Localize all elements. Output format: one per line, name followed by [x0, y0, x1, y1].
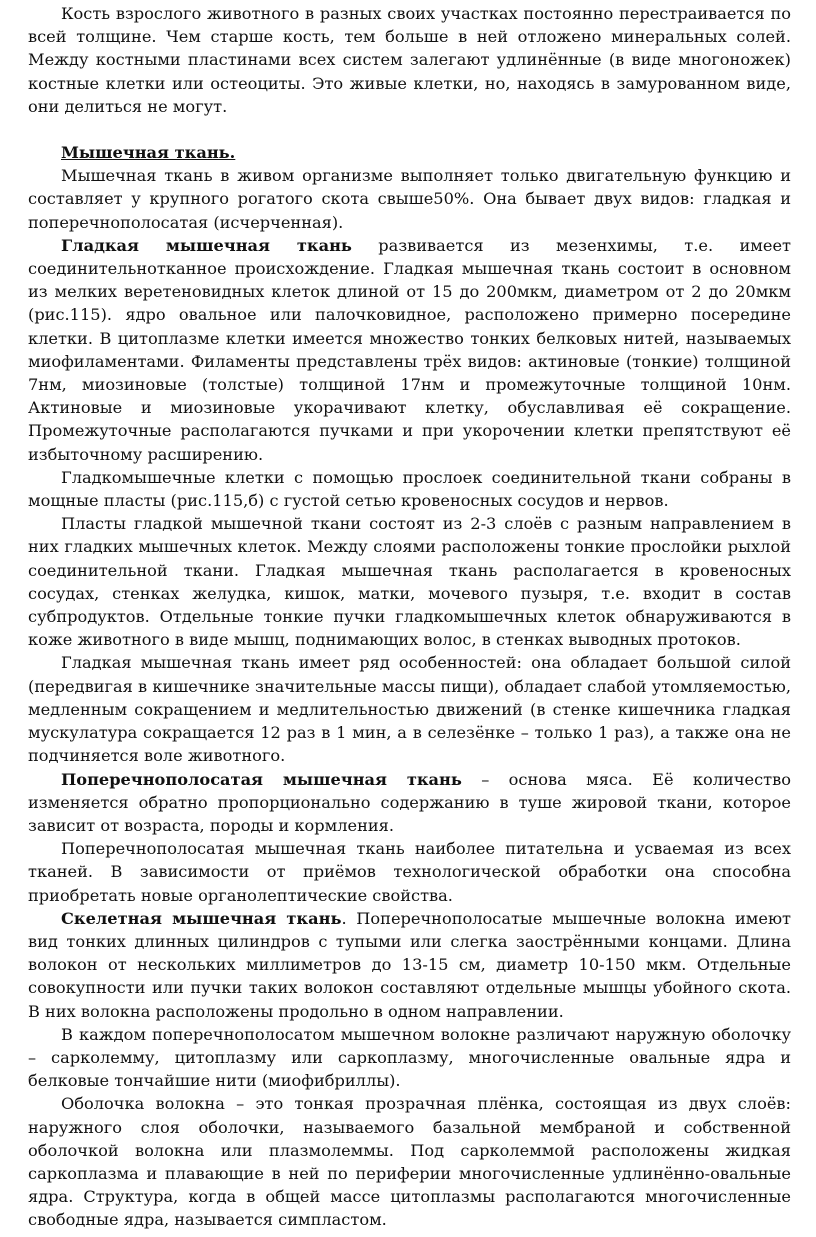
document-page — [28, 2, 791, 1232]
paragraph-fiber-membrane: Оболочка волокна – это тонкая прозрачная плёнка, состоящая из двух слоёв: наружного слоя оболочки, называемого базальной мембраной и собственной оболочкой волокна или плазмолеммы. Под сарколеммой расположены жидкая саркоплазма и плавающие в ней по периферии многочисленные удлинённо-овальные ядра. Структура, когда в общей массе цитоплазмы располагаются многочисленные свободные ядра, называется симпластом. — [28, 1094, 791, 1230]
paragraph-striated-muscle-text: – основа мяса. Её количество изменяется обратно пропорционально содержанию в туше жировой ткани, которое зависит от возраста, породы и кормления. — [28, 769, 791, 835]
paragraph-striated-nutrition: Поперечнополосатая мышечная ткань наиболее питательна и усваемая из всех тканей. В зависимости от приёмов технологической обработки она способна приобретать новые органолептические свойства. — [28, 839, 791, 905]
paragraph-skeletal-muscle-text: . Поперечнополосатые мышечные волокна имеют вид тонких длинных цилиндров с тупыми или слегка заострёнными концами. Длина волокон от нескольких миллиметров до 13-15 см, диаметр 10-150 мкм. Отдельные совокупности или пучки таких волокон составляют отдельные мышцы убойного скота. В них волокна расположены продольно в одном направлении. — [28, 908, 791, 1021]
paragraph-smooth-muscle — [28, 234, 791, 466]
paragraph-smooth-muscle-text: развивается из мезенхимы, т.е. имеет соединительнотканное происхождение. Гладкая мышечная ткань состоит в основном из мелких веретеновидных клеток длиной от 15 до 200мкм, диаметром от 2 до 20мкм (рис.115). ядро овальное или палочковидное, расположено примерно посередине клетки. В цитоплазме клетки имеется множество тонких белковых нитей, называемых миофиламентами. Филаменты представлены трёх видов: актиновые (тонкие) толщиной 7нм, миозиновые (толстые) толщиной 17нм и промежуточные толщиной 10нм. Актиновые и миозиновые укорачивают клетку, обуславливая её сокращение. Промежуточные располагаются пучками и при укорочении клетки препятствуют её избыточному расширению. — [28, 235, 791, 464]
paragraph-muscle-intro: Мышечная ткань в живом организме выполняет только двигательную функцию и составляет у крупного рогатого скота свыше50%. Она бывает двух видов: гладкая и поперечнополосатая (исчерченная). — [28, 166, 791, 232]
paragraph-striated-muscle — [28, 768, 791, 838]
paragraph-smooth-cells: Гладкомышечные клетки с помощью прослоек соединительной ткани собраны в мощные пласты (рис.115,б) с густой сетью кровеносных сосудов и нервов. — [28, 467, 791, 511]
term-smooth-muscle: Гладкая мышечная ткань — [61, 235, 352, 255]
term-striated-muscle: Поперечнополосатая мышечная ткань — [61, 769, 462, 789]
paragraph-skeletal-muscle — [28, 907, 791, 1023]
paragraph-bone: Кость взрослого животного в разных своих участках постоянно перестраивается по всей толщине. Чем старше кость, тем больше в ней отложено минеральных солей. Между костными пластинами всех систем залегают удлинённые (в виде многоножек) костные клетки или остеоциты. Это живые клетки, но, находясь в замурованном виде, они делиться не могут. — [28, 4, 791, 116]
term-skeletal-muscle: Скелетная мышечная ткань — [61, 908, 342, 928]
paragraph-smooth-features: Гладкая мышечная ткань имеет ряд особенностей: она обладает большой силой (передвигая в кишечнике значительные массы пищи), обладает слабой утомляемостью, медленным сокращением и медлительностью движений (в стенке кишечника гладкая мускулатура сокращается 12 раз в 1 мин, а в селезёнке – только 1 раз), а также она не подчиняется воле животного. — [28, 653, 791, 766]
paragraph-smooth-layers: Пласты гладкой мышечной ткани состоят из 2-3 слоёв с разным направлением в них гладких мышечных клеток. Между слоями расположены тонкие прослойки рыхлой соединительной ткани. Гладкая мышечная ткань располагается в кровеносных сосудах, стенках желудка, кишок, матки, мочевого пузыря, т.е. входит в состав субпродуктов. Отдельные тонкие пучки гладкомышечных клеток обнаруживаются в коже животного в виде мышц, поднимающих волос, в стенках выводных протоков. — [28, 514, 791, 650]
section-heading-muscle-tissue: Мышечная ткань. — [61, 143, 236, 163]
paragraph-fiber-parts: В каждом поперечнополосатом мышечном волокне различают наружную оболочку – сарколемму, цитоплазму или саркоплазму, многочисленные овальные ядра и белковые тончайшие нити (миофибриллы). — [28, 1024, 791, 1091]
